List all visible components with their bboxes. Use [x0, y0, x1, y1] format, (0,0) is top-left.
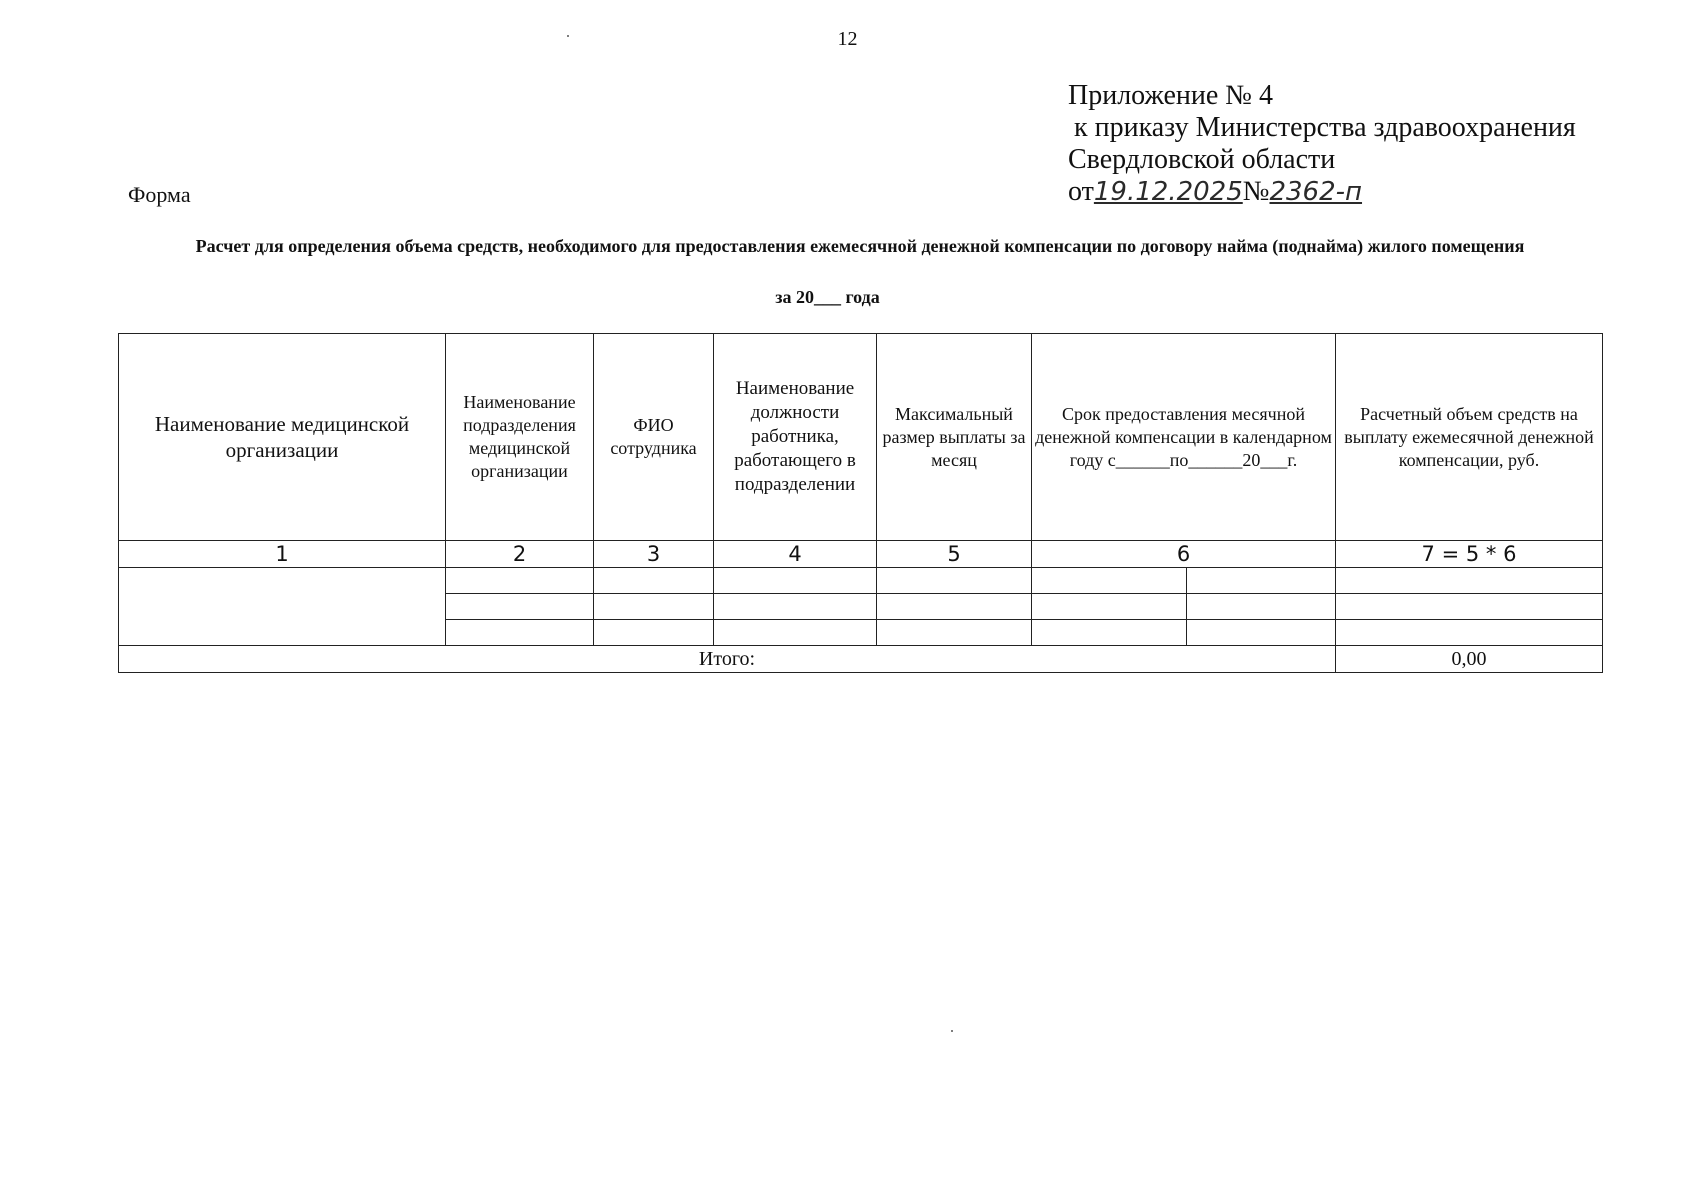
table-cell: [1336, 594, 1603, 620]
table-cell: [1032, 594, 1187, 620]
appendix-order-line: к приказу Министерства здравоохранения: [1074, 112, 1576, 143]
table-cell: [714, 568, 877, 594]
table-cell: [714, 594, 877, 620]
period-line: за 20___ года: [775, 287, 880, 307]
total-row: [119, 646, 1603, 673]
table-cell: [1032, 620, 1187, 646]
column-number: 3: [594, 541, 714, 568]
table-cell: [594, 594, 714, 620]
table-cell: [714, 620, 877, 646]
header-estimated-amount: Расчетный объем средств на выплату ежемесячной денежной компенсации, руб.: [1336, 334, 1603, 541]
table-cell: [446, 620, 594, 646]
table-cell: [594, 568, 714, 594]
appendix-title: Приложение № 4: [1068, 80, 1273, 111]
column-number: 6: [1032, 541, 1336, 568]
column-number: 7 = 5 * 6: [1336, 541, 1603, 568]
document-title: Расчет для определения объема средств, необходимого для предоставления ежемесячной денежной компенсации по договору найма (поднайма) жилого помещения: [195, 236, 1525, 256]
column-number-row: [119, 541, 1603, 568]
date-prefix: от: [1068, 176, 1094, 207]
number-sign: №: [1242, 176, 1270, 207]
scan-speck: [951, 1030, 953, 1032]
column-number: 2: [446, 541, 594, 568]
form-label: Форма: [128, 182, 191, 207]
total-value: 0,00: [1336, 646, 1603, 673]
table-cell: [1187, 568, 1336, 594]
order-date: 19.12.2025: [1093, 177, 1243, 207]
table-cell: [1187, 594, 1336, 620]
order-number: 2362-п: [1269, 177, 1363, 207]
table-cell: [877, 620, 1032, 646]
total-label: Итого:: [119, 646, 1336, 673]
column-number: 1: [119, 541, 446, 568]
header-subdivision: Наименование подразделения медицинской организации: [446, 334, 594, 541]
header-max-payment: Максимальный размер выплаты за месяц: [877, 334, 1032, 541]
header-period: Срок предоставления месячной денежной компенсации в календарном году с______по______20___г.: [1032, 334, 1336, 541]
table-cell: [877, 594, 1032, 620]
table-cell: [446, 568, 594, 594]
appendix-region-line: Свердловской области: [1068, 144, 1336, 175]
table-header-row: [119, 334, 1603, 541]
header-employee-name: ФИО сотрудника: [594, 334, 714, 541]
page-number: 12: [837, 28, 858, 50]
header-medical-organization: Наименование медицинской организации: [119, 334, 446, 541]
table-cell: [1187, 620, 1336, 646]
header-position: Наименование должности работника, работающего в подразделении: [714, 334, 877, 541]
table-cell: [877, 568, 1032, 594]
scan-speck: [567, 35, 569, 37]
table-cell: [1336, 620, 1603, 646]
appendix-header: [1068, 80, 1576, 208]
column-number: 5: [877, 541, 1032, 568]
table-cell: [1032, 568, 1187, 594]
table-cell: [446, 594, 594, 620]
appendix-date-line: [1068, 176, 1576, 208]
compensation-table: [118, 333, 1603, 673]
table-cell: [594, 620, 714, 646]
table-row: [119, 568, 1603, 594]
table-cell: [1336, 568, 1603, 594]
table-cell: [119, 568, 446, 646]
column-number: 4: [714, 541, 877, 568]
